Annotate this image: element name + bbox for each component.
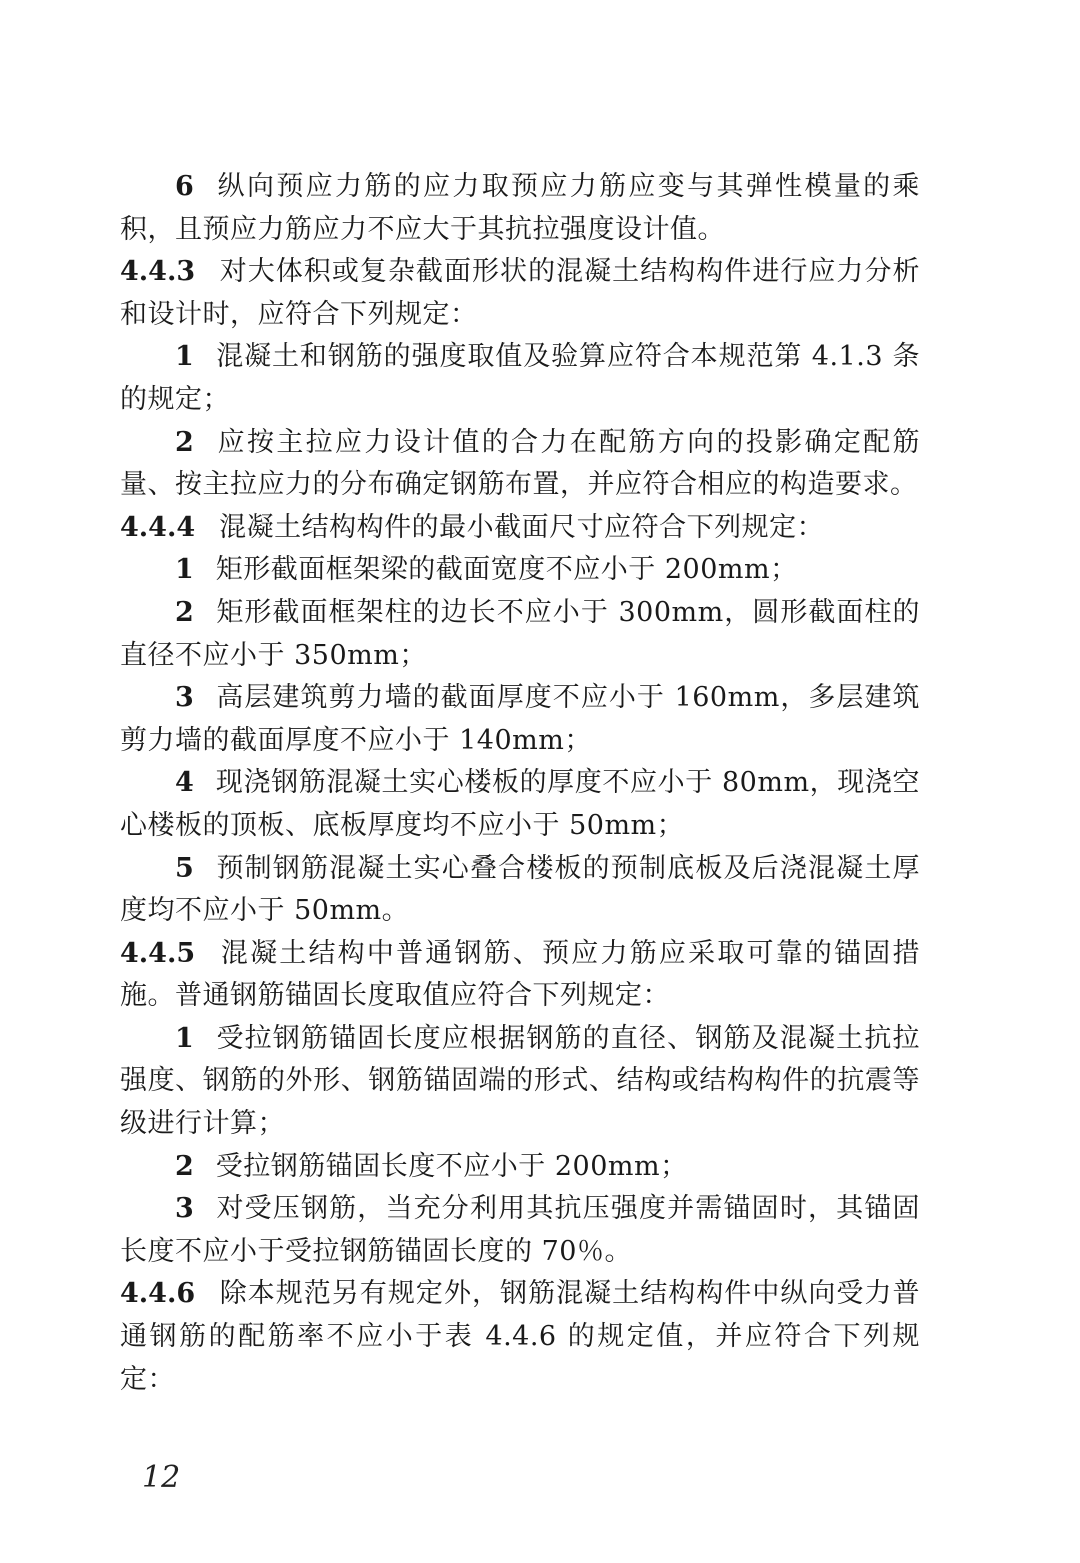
item-number: 2 xyxy=(175,596,194,628)
item-paragraph xyxy=(120,592,920,677)
item-paragraph xyxy=(120,166,920,251)
clause-paragraph xyxy=(120,1273,920,1401)
item-text: 矩形截面框架柱的边长不应小于 300mm，圆形截面柱的直径不应小于 350mm； xyxy=(120,596,920,671)
item-paragraph xyxy=(120,422,920,507)
item-paragraph xyxy=(120,848,920,933)
item-number: 3 xyxy=(175,682,194,714)
clause-paragraph xyxy=(120,933,920,1018)
clause-text: 混凝土结构构件的最小截面尺寸应符合下列规定： xyxy=(219,511,825,543)
clause-paragraph xyxy=(120,507,920,550)
clause-number: 4.4.5 xyxy=(120,937,196,969)
item-text: 高层建筑剪力墙的截面厚度不应小于 160mm，多层建筑剪力墙的截面厚度不应小于 140mm； xyxy=(120,682,920,756)
clause-paragraph xyxy=(120,251,920,336)
item-text: 矩形截面框架梁的截面宽度不应小于 200mm； xyxy=(215,554,798,586)
item-text: 混凝土和钢筋的强度取值及验算应符合本规范第 4.1.3 条的规定； xyxy=(120,341,920,415)
item-paragraph xyxy=(120,1188,920,1273)
clause-text: 除本规范另有规定外，钢筋混凝土结构构件中纵向受力普通钢筋的配筋率不应小于表 4.4.6 的规定值，并应符合下列规定： xyxy=(120,1278,920,1395)
item-number: 6 xyxy=(175,171,194,202)
item-text: 现浇钢筋混凝土实心楼板的厚度不应小于 80mm，现浇空心楼板的顶板、底板厚度均不应小于 50mm； xyxy=(120,767,920,841)
clause-number: 4.4.3 xyxy=(120,256,196,288)
clause-number: 4.4.6 xyxy=(120,1278,196,1310)
item-number: 1 xyxy=(175,341,194,373)
item-number: 5 xyxy=(175,852,194,884)
clause-number: 4.4.4 xyxy=(120,511,196,543)
page-number: 12 xyxy=(142,1460,181,1495)
item-paragraph xyxy=(120,762,920,847)
item-paragraph xyxy=(120,549,920,592)
item-paragraph xyxy=(120,677,920,762)
item-number: 2 xyxy=(175,1150,194,1182)
item-paragraph xyxy=(120,1018,920,1146)
clause-text: 对大体积或复杂截面形状的混凝土结构构件进行应力分析和设计时，应符合下列规定： xyxy=(120,256,920,330)
item-paragraph xyxy=(120,1146,920,1189)
item-number: 1 xyxy=(175,554,194,586)
item-number: 2 xyxy=(175,426,194,458)
body-text xyxy=(120,166,920,1401)
item-paragraph xyxy=(120,336,920,421)
item-text: 受拉钢筋锚固长度应根据钢筋的直径、钢筋及混凝土抗拉强度、钢筋的外形、钢筋锚固端的形式、结构或结构构件的抗震等级进行计算； xyxy=(120,1022,920,1140)
item-number: 3 xyxy=(175,1193,194,1225)
item-number: 1 xyxy=(175,1022,194,1054)
item-text: 受拉钢筋锚固长度不应小于 200mm； xyxy=(215,1150,688,1182)
item-text: 纵向预应力筋的应力取预应力筋应变与其弹性模量的乘积，且预应力筋应力不应大于其抗拉强度设计值。 xyxy=(120,171,920,245)
item-text: 应按主拉应力设计值的合力在配筋方向的投影确定配筋量、按主拉应力的分布确定钢筋布置，并应符合相应的构造要求。 xyxy=(120,426,920,501)
item-text: 对受压钢筋，当充分利用其抗压强度并需锚固时，其锚固长度不应小于受拉钢筋锚固长度的 70％。 xyxy=(120,1193,920,1267)
item-number: 4 xyxy=(175,767,194,799)
item-text: 预制钢筋混凝土实心叠合楼板的预制底板及后浇混凝土厚度均不应小于 50mm。 xyxy=(120,852,920,927)
clause-text: 混凝土结构中普通钢筋、预应力筋应采取可靠的锚固措施。普通钢筋锚固长度取值应符合下列规定： xyxy=(120,937,920,1012)
